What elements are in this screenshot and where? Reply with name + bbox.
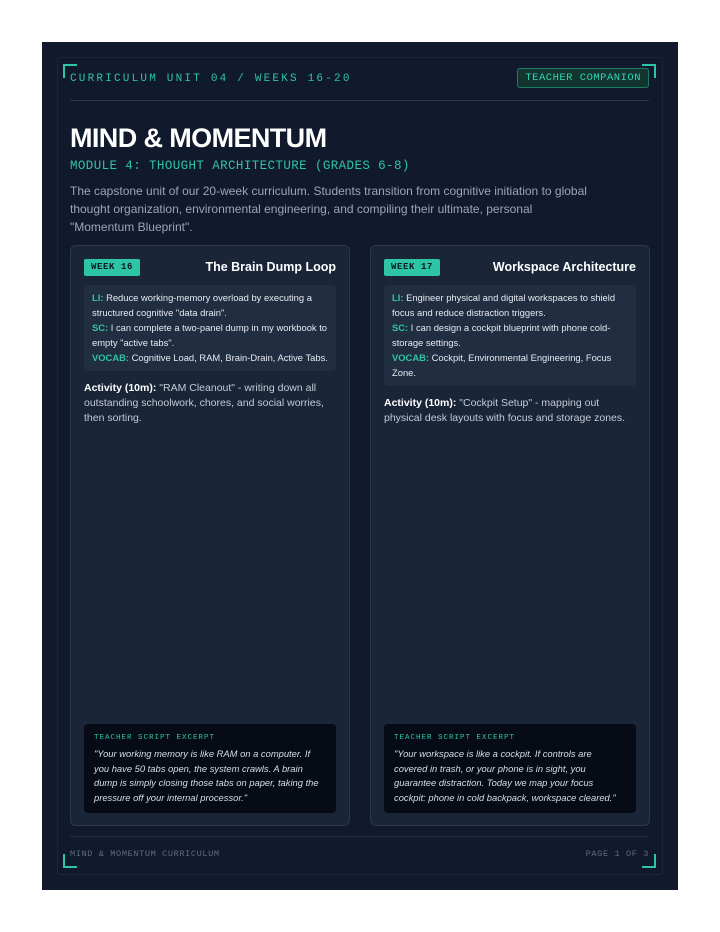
vocabulary (392, 350, 628, 380)
success-criteria (92, 320, 328, 350)
objectives-box (84, 285, 336, 371)
sc-key: SC: (92, 322, 109, 333)
vocab-key: VOCAB: (392, 352, 429, 363)
activity-description (84, 381, 336, 426)
li-text: Engineer physical and digital workspaces to shield focus and reduce distraction triggers. (392, 292, 616, 318)
li-key: LI: (392, 292, 404, 303)
vocab-key: VOCAB: (92, 352, 129, 363)
activity-text: "RAM Cleanout" - writing down all outstanding schoolwork, chores, and social worries, then sorting. (84, 382, 324, 424)
footer-curriculum-name: MIND & MOMENTUM CURRICULUM (70, 849, 220, 859)
week-card-17 (370, 245, 650, 826)
teacher-companion-badge: TEACHER COMPANION (517, 68, 649, 88)
sc-text: I can complete a two-panel dump in my workbook to empty "active tabs". (92, 322, 328, 348)
header-bar (70, 70, 649, 101)
vocabulary (92, 350, 328, 365)
unit-label: CURRICULUM UNIT 04 / WEEKS 16-20 (70, 73, 352, 85)
teacher-script-box (384, 724, 636, 813)
activity-key: Activity (10m): (384, 397, 457, 409)
script-label: TEACHER SCRIPT EXCERPT (394, 734, 516, 742)
page-title: MIND & MOMENTUM (70, 123, 327, 153)
teacher-script-box (84, 724, 336, 813)
footer-page-number: PAGE 1 OF 3 (585, 849, 649, 859)
script-label: TEACHER SCRIPT EXCERPT (94, 734, 216, 742)
sc-text: I can design a cockpit blueprint with phone cold-storage settings. (392, 322, 611, 348)
week-badge: WEEK 16 (84, 259, 140, 276)
activity-text: "Cockpit Setup" - mapping out physical desk layouts with focus and storage zones. (384, 397, 626, 424)
week-title: Workspace Architecture (492, 260, 636, 274)
week-card-16 (70, 245, 350, 826)
vocab-text: Cognitive Load, RAM, Brain-Drain, Active Tabs. (131, 352, 328, 363)
module-subtitle: MODULE 4: THOUGHT ARCHITECTURE (GRADES 6-8) (70, 159, 410, 173)
page-footer (70, 836, 649, 866)
li-text: Reduce working-memory overload by executing a structured cognitive "data drain". (92, 292, 312, 318)
sc-key: SC: (392, 322, 409, 333)
li-key: LI: (92, 292, 104, 303)
week-badge: WEEK 17 (384, 259, 440, 276)
learning-intention (92, 290, 328, 320)
script-text: "Your workspace is like a cockpit. If controls are covered in trash, or your phone is in sight, you guarantee distraction. Today we map your focus cockpit: phone in cold backpack, workspace cleared." (394, 748, 616, 803)
activity-description (384, 396, 636, 426)
script-text: "Your working memory is like RAM on a computer. If you have 50 tabs open, the system crawls. A brain dump is simply closing those tabs on paper, taking the pressure off your internal processor." (94, 748, 319, 803)
learning-intention (392, 290, 628, 320)
success-criteria (392, 320, 628, 350)
intro-paragraph: The capstone unit of our 20-week curriculum. Students transition from cognitive initiation to global thought organization, environmental engineering, and compiling their ultimate, personal "Momentum Blueprint". (70, 184, 587, 234)
week-title: The Brain Dump Loop (205, 260, 336, 274)
objectives-box (384, 285, 636, 386)
vocab-text: Cockpit, Environmental Engineering, Focus Zone. (392, 352, 612, 378)
document-page (42, 42, 678, 890)
activity-key: Activity (10m): (84, 382, 157, 394)
